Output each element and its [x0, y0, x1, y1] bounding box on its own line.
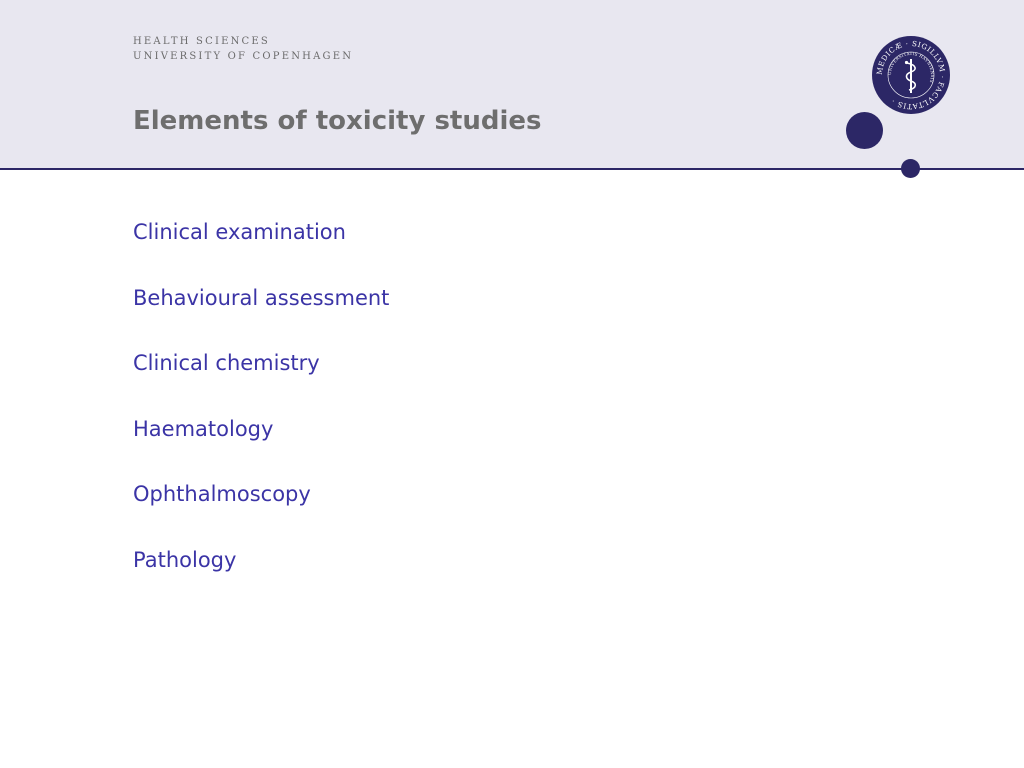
list-item: Ophthalmoscopy	[133, 482, 311, 507]
list-item: Behavioural assessment	[133, 285, 390, 310]
decorative-dot-large	[846, 112, 883, 149]
decorative-dot-small	[901, 159, 920, 178]
institution-name-line1: HEALTH SCIENCES	[133, 36, 270, 47]
slide-title: Elements of toxicity studies	[133, 106, 542, 136]
header-divider	[0, 168, 1024, 170]
bullet-list	[133, 218, 389, 612]
seal-icon	[871, 35, 951, 115]
list-item: Haematology	[133, 416, 274, 441]
list-item: Clinical examination	[133, 220, 346, 244]
list-item: Clinical chemistry	[133, 351, 320, 376]
list-item: Pathology	[133, 547, 237, 572]
seal-outer-text: MEDICÆ · SIGILLVM · FACVLTATIS ·	[874, 38, 948, 112]
seal-inner-text: UNIVERSITATIS HAVNIENSIS	[886, 50, 936, 84]
university-seal-logo	[871, 35, 951, 115]
institution-name-line2: UNIVERSITY OF COPENHAGEN	[133, 51, 354, 62]
